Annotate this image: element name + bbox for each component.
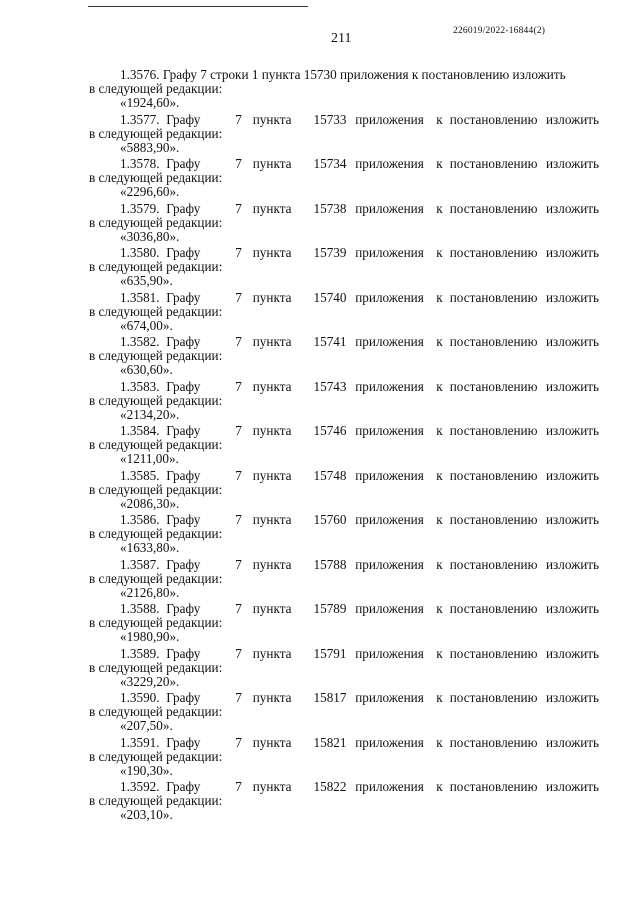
list-item (0, 112, 640, 156)
word-punkta: пункта (252, 645, 292, 661)
item-number: 1.3590. (120, 690, 160, 705)
column-number: 7 (235, 111, 242, 127)
word-prilozheniya: приложения (355, 734, 424, 750)
item-line-1 (120, 112, 598, 127)
item-line-2: в следующей редакции: (89, 214, 223, 230)
word-k: к (436, 512, 443, 527)
item-line-1: 1.3576. Графу 7 строки 1 пункта 15730 приложения к постановлению изложить (120, 67, 566, 82)
item-line-1 (120, 512, 598, 527)
word-izlozhit: изложить (546, 334, 600, 349)
item-line-2: в следующей редакции: (89, 125, 223, 141)
item-value: «674,00». (120, 317, 173, 333)
word-postanovleniyu: постановлению (449, 645, 538, 661)
column-number: 7 (235, 156, 242, 171)
item-line-1 (120, 245, 598, 260)
list-item (0, 245, 640, 289)
list-item (0, 601, 640, 645)
item-number: 1.3588. (120, 601, 160, 616)
word-izlozhit: изложить (546, 423, 600, 438)
item-line-2: в следующей редакции: (89, 793, 223, 808)
column-number: 7 (235, 378, 242, 394)
list-item (0, 646, 640, 690)
item-number: 1.3582. (120, 334, 160, 349)
point-number: 15733 (313, 111, 347, 127)
list-item (0, 67, 640, 111)
word-postanovleniyu: постановлению (449, 245, 538, 260)
word-izlozhit: изложить (546, 779, 600, 794)
word-punkta: пункта (252, 467, 292, 483)
word-postanovleniyu: постановлению (449, 156, 538, 171)
item-value: «3036,80». (120, 228, 180, 244)
item-value: «1924,60». (120, 95, 180, 110)
word-izlozhit: изложить (546, 734, 600, 750)
word-punkta: пункта (252, 601, 292, 616)
list-item (0, 290, 640, 334)
word-prilozheniya: приложения (355, 779, 424, 794)
item-line-1 (120, 735, 598, 750)
point-number: 15788 (313, 556, 347, 572)
point-number: 15738 (313, 200, 347, 216)
list-item (0, 156, 640, 200)
column-number: 7 (235, 423, 242, 438)
word-k: к (436, 467, 443, 483)
word-izlozhit: изложить (546, 556, 600, 572)
word-prilozheniya: приложения (355, 512, 424, 527)
word-punkta: пункта (252, 289, 292, 305)
word-k: к (436, 423, 443, 438)
item-value: «635,90». (120, 273, 173, 288)
item-number: 1.3580. (120, 245, 160, 260)
word-grafu: Графу (166, 378, 201, 394)
item-line-2: в следующей редакции: (89, 481, 223, 497)
word-prilozheniya: приложения (355, 690, 424, 705)
item-value: «207,50». (120, 718, 173, 733)
word-grafu: Графу (166, 334, 201, 349)
word-prilozheniya: приложения (355, 556, 424, 572)
word-grafu: Графу (166, 111, 201, 127)
list-item (0, 423, 640, 467)
word-grafu: Графу (166, 289, 201, 305)
word-k: к (436, 289, 443, 305)
word-postanovleniyu: постановлению (449, 556, 538, 572)
point-number: 15739 (313, 245, 347, 260)
word-postanovleniyu: постановлению (449, 690, 538, 705)
list-item (0, 379, 640, 423)
word-izlozhit: изложить (546, 601, 600, 616)
word-postanovleniyu: постановлению (449, 779, 538, 794)
column-number: 7 (235, 334, 242, 349)
word-grafu: Графу (166, 423, 201, 438)
point-number: 15746 (313, 423, 347, 438)
item-line-1 (120, 423, 598, 438)
word-k: к (436, 556, 443, 572)
word-punkta: пункта (252, 111, 292, 127)
item-value: «5883,90». (120, 139, 180, 155)
column-number: 7 (235, 690, 242, 705)
word-prilozheniya: приложения (355, 601, 424, 616)
column-number: 7 (235, 556, 242, 572)
item-number: 1.3577. (120, 111, 160, 127)
column-number: 7 (235, 467, 242, 483)
word-k: к (436, 245, 443, 260)
document-number: 226019/2022-16844(2) (453, 26, 546, 36)
point-number: 15734 (313, 156, 347, 171)
list-item (0, 735, 640, 779)
point-number: 15817 (313, 690, 347, 705)
word-izlozhit: изложить (546, 156, 600, 171)
item-value: «203,10». (120, 807, 173, 822)
word-punkta: пункта (252, 245, 292, 260)
item-line-2: в следующей редакции: (89, 704, 223, 719)
word-punkta: пункта (252, 378, 292, 394)
word-postanovleniyu: постановлению (449, 334, 538, 349)
item-number: 1.3587. (120, 556, 160, 572)
word-prilozheniya: приложения (355, 423, 424, 438)
word-postanovleniyu: постановлению (449, 734, 538, 750)
item-line-2: в следующей редакции: (89, 748, 223, 764)
item-line-1 (120, 201, 598, 216)
column-number: 7 (235, 601, 242, 616)
item-line-2: в следующей редакции: (89, 392, 223, 408)
word-k: к (436, 734, 443, 750)
word-postanovleniyu: постановлению (449, 423, 538, 438)
item-value: «3229,20». (120, 673, 180, 689)
item-line-1 (120, 601, 598, 616)
item-value: «1211,00». (120, 451, 179, 466)
word-grafu: Графу (166, 156, 201, 171)
word-grafu: Графу (166, 556, 201, 572)
word-prilozheniya: приложения (355, 156, 424, 171)
word-izlozhit: изложить (546, 111, 600, 127)
item-line-1 (120, 334, 598, 349)
word-izlozhit: изложить (546, 690, 600, 705)
word-postanovleniyu: постановлению (449, 378, 538, 394)
word-k: к (436, 200, 443, 216)
word-prilozheniya: приложения (355, 289, 424, 305)
word-postanovleniyu: постановлению (449, 289, 538, 305)
column-number: 7 (235, 245, 242, 260)
word-punkta: пункта (252, 156, 292, 171)
word-postanovleniyu: постановлению (449, 601, 538, 616)
item-number: 1.3591. (120, 734, 160, 750)
item-line-2: в следующей редакции: (89, 615, 223, 630)
word-punkta: пункта (252, 556, 292, 572)
word-izlozhit: изложить (546, 245, 600, 260)
column-number: 7 (235, 645, 242, 661)
list-item (0, 334, 640, 378)
word-punkta: пункта (252, 779, 292, 794)
item-number: 1.3578. (120, 156, 160, 171)
word-grafu: Графу (166, 512, 201, 527)
item-value: «2296,60». (120, 184, 180, 199)
word-k: к (436, 334, 443, 349)
point-number: 15822 (313, 779, 347, 794)
word-prilozheniya: приложения (355, 378, 424, 394)
item-value: «1633,80». (120, 540, 180, 555)
item-value: «2126,80». (120, 584, 180, 600)
point-number: 15740 (313, 289, 347, 305)
item-line-2: в следующей редакции: (89, 570, 223, 586)
word-izlozhit: изложить (546, 645, 600, 661)
word-grafu: Графу (166, 645, 201, 661)
word-grafu: Графу (166, 779, 201, 794)
item-value: «2086,30». (120, 495, 180, 511)
item-line-1 (120, 779, 598, 794)
word-k: к (436, 601, 443, 616)
item-number: 1.3586. (120, 512, 160, 527)
header-rule (88, 6, 308, 7)
column-number: 7 (235, 779, 242, 794)
word-prilozheniya: приложения (355, 245, 424, 260)
list-item (0, 557, 640, 601)
item-line-1 (120, 290, 598, 305)
column-number: 7 (235, 289, 242, 305)
point-number: 15789 (313, 601, 347, 616)
word-grafu: Графу (166, 200, 201, 216)
item-line-2: в следующей редакции: (89, 659, 223, 675)
word-prilozheniya: приложения (355, 645, 424, 661)
item-line-2: в следующей редакции: (89, 81, 223, 96)
item-line-2: в следующей редакции: (89, 259, 223, 274)
word-k: к (436, 690, 443, 705)
list-item (0, 512, 640, 556)
word-izlozhit: изложить (546, 467, 600, 483)
item-number: 1.3584. (120, 423, 160, 438)
word-punkta: пункта (252, 690, 292, 705)
item-line-1 (120, 468, 598, 483)
word-grafu: Графу (166, 601, 201, 616)
word-postanovleniyu: постановлению (449, 467, 538, 483)
column-number: 7 (235, 734, 242, 750)
point-number: 15791 (313, 645, 347, 661)
list-item (0, 779, 640, 823)
item-value: «630,60». (120, 362, 173, 377)
item-number: 1.3589. (120, 645, 160, 661)
word-grafu: Графу (166, 690, 201, 705)
list-item (0, 690, 640, 734)
word-punkta: пункта (252, 334, 292, 349)
word-k: к (436, 156, 443, 171)
item-number: 1.3583. (120, 378, 160, 394)
item-line-1 (120, 156, 598, 171)
word-izlozhit: изложить (546, 512, 600, 527)
word-prilozheniya: приложения (355, 334, 424, 349)
item-line-1 (120, 690, 598, 705)
item-number: 1.3581. (120, 289, 160, 305)
item-line-2: в следующей редакции: (89, 526, 223, 541)
word-punkta: пункта (252, 423, 292, 438)
list-item (0, 201, 640, 245)
column-number: 7 (235, 200, 242, 216)
page-number: 211 (331, 31, 352, 46)
item-line-1 (120, 557, 598, 572)
point-number: 15821 (313, 734, 347, 750)
word-izlozhit: изложить (546, 200, 600, 216)
word-grafu: Графу (166, 245, 201, 260)
word-prilozheniya: приложения (355, 467, 424, 483)
list-item (0, 468, 640, 512)
word-postanovleniyu: постановлению (449, 111, 538, 127)
point-number: 15748 (313, 467, 347, 483)
word-punkta: пункта (252, 734, 292, 750)
column-number: 7 (235, 512, 242, 527)
point-number: 15741 (313, 334, 347, 349)
item-line-2: в следующей редакции: (89, 437, 223, 452)
item-value: «1980,90». (120, 629, 180, 644)
word-punkta: пункта (252, 200, 292, 216)
item-line-1 (120, 379, 598, 394)
item-line-1 (120, 646, 598, 661)
item-line-2: в следующей редакции: (89, 170, 223, 185)
item-number: 1.3579. (120, 200, 160, 216)
item-value: «190,30». (120, 762, 173, 778)
item-number: 1.3585. (120, 467, 160, 483)
word-grafu: Графу (166, 734, 201, 750)
word-prilozheniya: приложения (355, 111, 424, 127)
word-punkta: пункта (252, 512, 292, 527)
item-line-2: в следующей редакции: (89, 303, 223, 319)
word-grafu: Графу (166, 467, 201, 483)
word-izlozhit: изложить (546, 289, 600, 305)
word-k: к (436, 645, 443, 661)
word-prilozheniya: приложения (355, 200, 424, 216)
word-izlozhit: изложить (546, 378, 600, 394)
word-postanovleniyu: постановлению (449, 512, 538, 527)
item-line-2: в следующей редакции: (89, 348, 223, 363)
item-value: «2134,20». (120, 406, 180, 422)
point-number: 15760 (313, 512, 347, 527)
item-number: 1.3592. (120, 779, 160, 794)
word-k: к (436, 111, 443, 127)
point-number: 15743 (313, 378, 347, 394)
word-k: к (436, 779, 443, 794)
word-k: к (436, 378, 443, 394)
word-postanovleniyu: постановлению (449, 200, 538, 216)
